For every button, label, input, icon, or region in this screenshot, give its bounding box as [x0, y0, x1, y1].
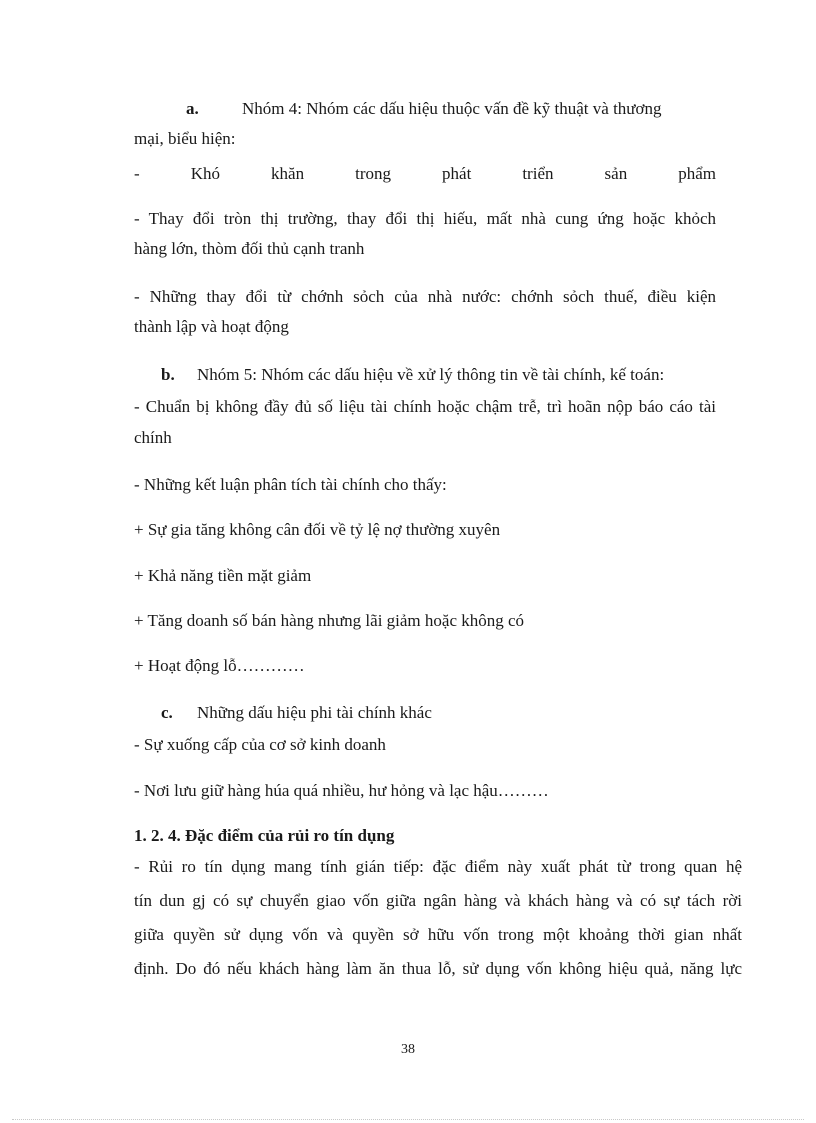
group-5-item-1-line-1: - Chuẩn bị không đầy đủ số liệu tài chính hoặc chậm trễ, trì hoãn nộp báo cáo tài	[134, 397, 716, 416]
list-marker: a.	[186, 99, 199, 118]
group-4-item-2-line-2: hàng lớn, thòm đối thủ cạnh tranh	[134, 239, 365, 258]
group-c-heading	[161, 702, 432, 724]
group-5-sub-4: + Hoạt động lỗ…………	[134, 656, 305, 675]
group-c-item-1: - Sự xuống cấp của cơ sở kinh doanh	[134, 735, 386, 754]
group-4-heading	[186, 98, 716, 120]
section-paragraph-line-3: giữa quyền sử dụng vốn và quyền sở hữu vốn trong một khoảng thời gian nhất	[134, 925, 742, 944]
group-5-heading	[161, 364, 664, 386]
group-5-item-1-line-2: chính	[134, 428, 172, 447]
group-c-title: Những dấu hiệu phi tài chính khác	[197, 703, 432, 722]
group-4-item-1: - Khó khăn trong phát triển sản phẩm	[134, 164, 716, 183]
group-c-item-2: - Nơi lưu giữ hàng húa quá nhiều, hư hỏng và lạc hậu………	[134, 781, 549, 800]
section-paragraph-line-2: tín dun gj có sự chuyển giao vốn giữa ngân hàng và khách hàng và có sự tách rời	[134, 891, 742, 910]
group-5-sub-3: + Tăng doanh số bán hàng nhưng lãi giảm hoặc không có	[134, 611, 525, 630]
section-paragraph-line-4: định. Do đó nếu khách hàng làm ăn thua lỗ, sử dụng vốn không hiệu quả, năng lực	[134, 959, 742, 978]
group-4-line-1: Nhóm 4: Nhóm các dấu hiệu thuộc vấn đề kỹ thuật và thương	[242, 99, 662, 118]
group-5-sub-1: + Sự gia tăng không cân đối về tỷ lệ nợ thường xuyên	[134, 520, 501, 539]
list-marker: b.	[161, 365, 175, 384]
list-marker: c.	[161, 703, 173, 722]
page-number: 38	[401, 1042, 415, 1057]
group-4-item-2-line-1: - Thay đổi tròn thị trường, thay đổi thị hiếu, mất nhà cung ứng hoặc khỏch	[134, 209, 716, 228]
group-5-item-2: - Những kết luận phân tích tài chính cho thấy:	[134, 475, 447, 494]
section-paragraph-line-1: - Rủi ro tín dụng mang tính gián tiếp: đặc điểm này xuất phát từ trong quan hệ	[134, 857, 742, 876]
group-5-title: Nhóm 5: Nhóm các dấu hiệu về xử lý thông tin về tài chính, kế toán:	[197, 365, 665, 384]
section-heading: 1. 2. 4. Đặc điểm của rủi ro tín dụng	[134, 826, 395, 845]
page-bottom-border	[12, 1119, 804, 1120]
group-4-line-2: mại, biểu hiện:	[134, 129, 236, 148]
group-5-sub-2: + Khả năng tiền mặt giảm	[134, 566, 312, 585]
group-4-item-3-line-2: thành lập và hoạt động	[134, 317, 289, 336]
group-4-item-3-line-1: - Những thay đổi từ chớnh sỏch của nhà nước: chớnh sỏch thuế, điều kiện	[134, 287, 716, 306]
